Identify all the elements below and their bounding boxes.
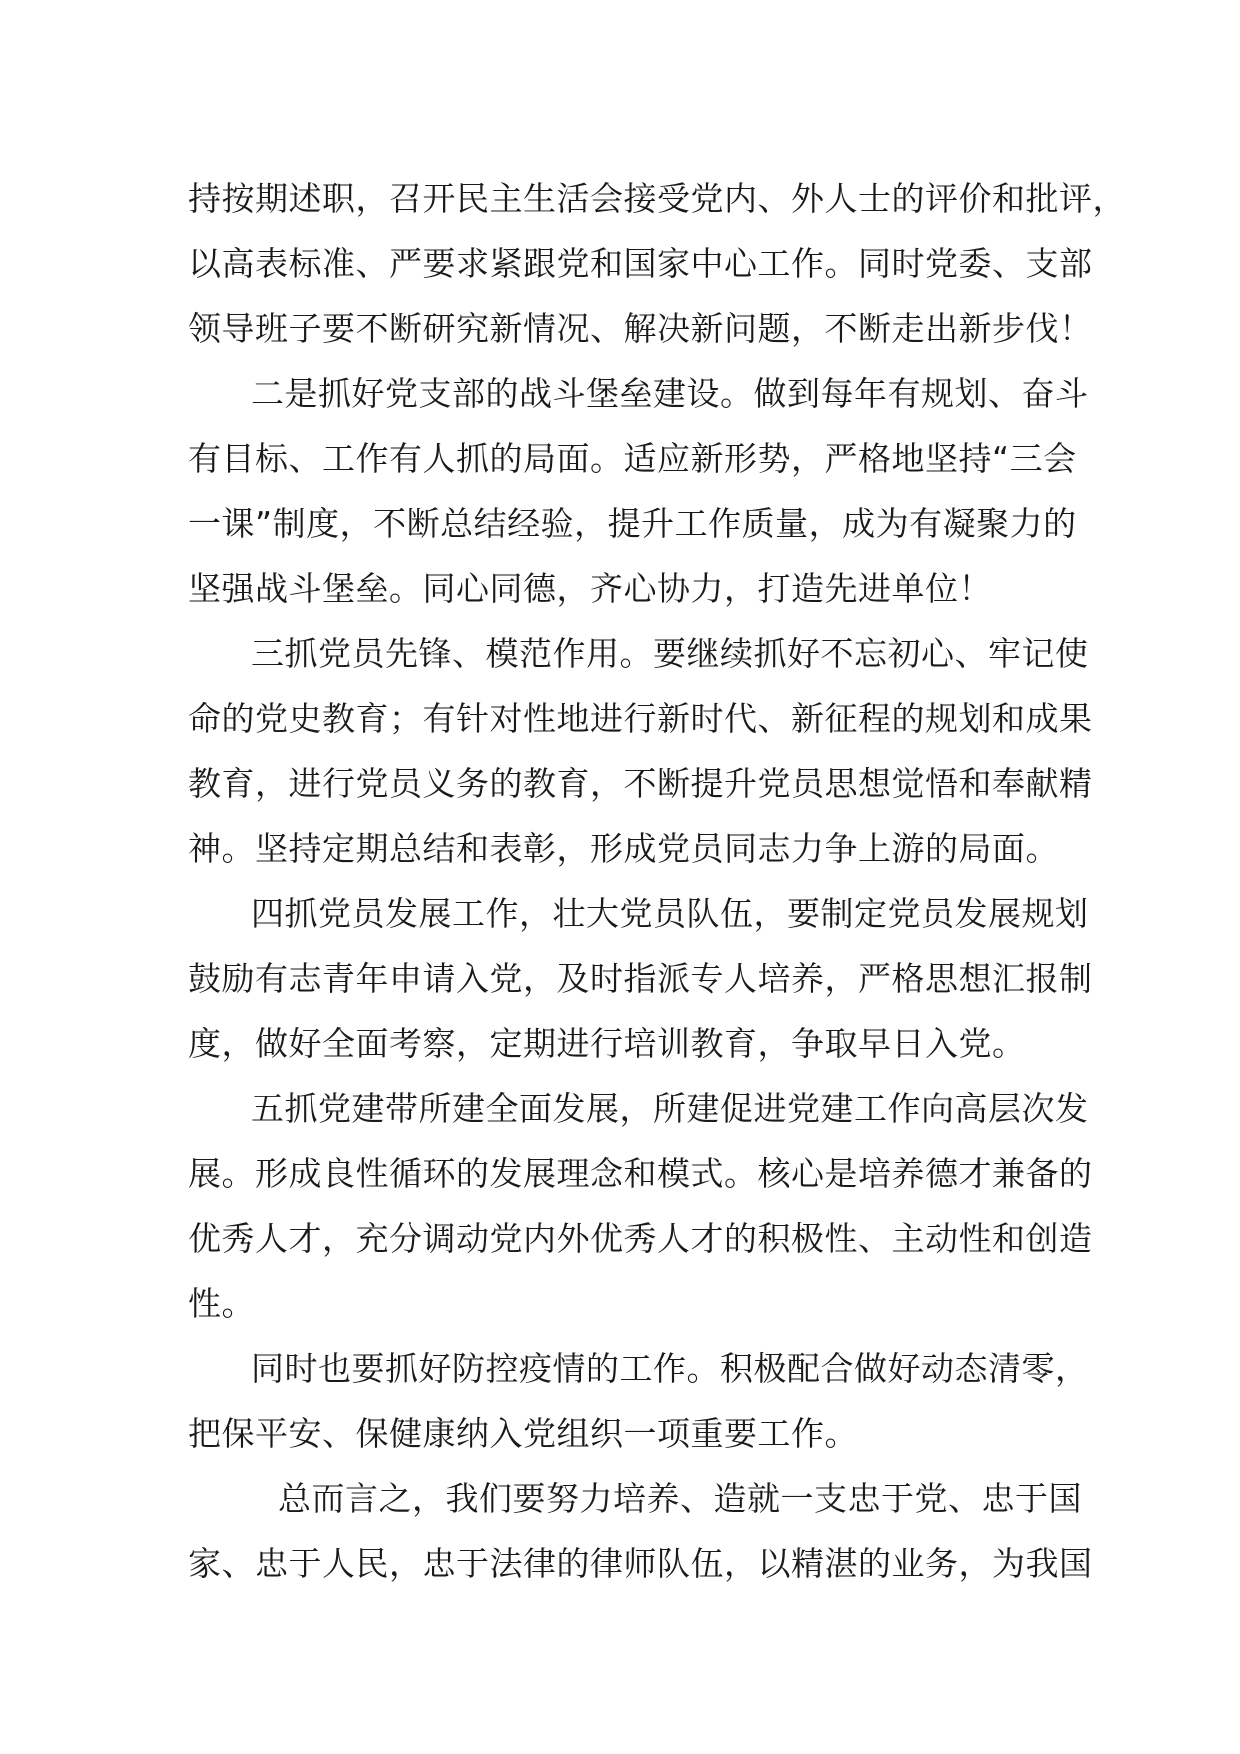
text-line: 坚强战斗堡垒。同心同德，齐心协力，打造先进单位！ — [188, 569, 992, 608]
paragraph-first-line: 同时也要抓好防控疫情的工作。积极配合做好动态清零， — [251, 1349, 1089, 1388]
paragraph-first-line: 四抓党员发展工作，壮大党员队伍，要制定党员发展规划 — [251, 894, 1089, 933]
paragraph-first-line: 总而言之，我们要努力培养、造就一支忠于党、忠于国 — [278, 1479, 1082, 1518]
text-line: 持按期述职，召开民主生活会接受党内、外人士的评价和批评， — [188, 179, 1126, 218]
document-body — [188, 166, 1126, 1596]
text-line: 度，做好全面考察，定期进行培训教育，争取早日入党。 — [188, 1024, 1026, 1063]
text-line: 鼓励有志青年申请入党，及时指派专人培养，严格思想汇报制 — [188, 959, 1093, 998]
text-line: 把保平安、保健康纳入党组织一项重要工作。 — [188, 1414, 858, 1453]
text-line: 领导班子要不断研究新情况、解决新问题，不断走出新步伐！ — [188, 309, 1093, 348]
paragraph-first-line: 三抓党员先锋、模范作用。要继续抓好不忘初心、牢记使 — [251, 634, 1089, 673]
text-line: 教育，进行党员义务的教育，不断提升党员思想觉悟和奉献精 — [188, 764, 1093, 803]
text-line: 神。坚持定期总结和表彰，形成党员同志力争上游的局面。 — [188, 829, 1059, 868]
paragraph-first-line: 五抓党建带所建全面发展，所建促进党建工作向高层次发 — [251, 1089, 1089, 1128]
text-line: 以高表标准、严要求紧跟党和国家中心工作。同时党委、支部 — [188, 244, 1093, 283]
text-line: 展。形成良性循环的发展理念和模式。核心是培养德才兼备的 — [188, 1154, 1093, 1193]
text-line: 命的党史教育；有针对性地进行新时代、新征程的规划和成果 — [188, 699, 1093, 738]
text-line: 有目标、工作有人抓的局面。适应新形势，严格地坚持“三会 — [188, 439, 1077, 478]
text-line: 家、忠于人民，忠于法律的律师队伍，以精湛的业务，为我国 — [188, 1544, 1093, 1583]
text-line: 优秀人才，充分调动党内外优秀人才的积极性、主动性和创造 — [188, 1219, 1093, 1258]
paragraph-first-line: 二是抓好党支部的战斗堡垒建设。做到每年有规划、奋斗 — [251, 374, 1089, 413]
text-line: 性。 — [188, 1284, 255, 1323]
text-line: 一课”制度，不断总结经验，提升工作质量，成为有凝聚力的 — [188, 504, 1077, 543]
